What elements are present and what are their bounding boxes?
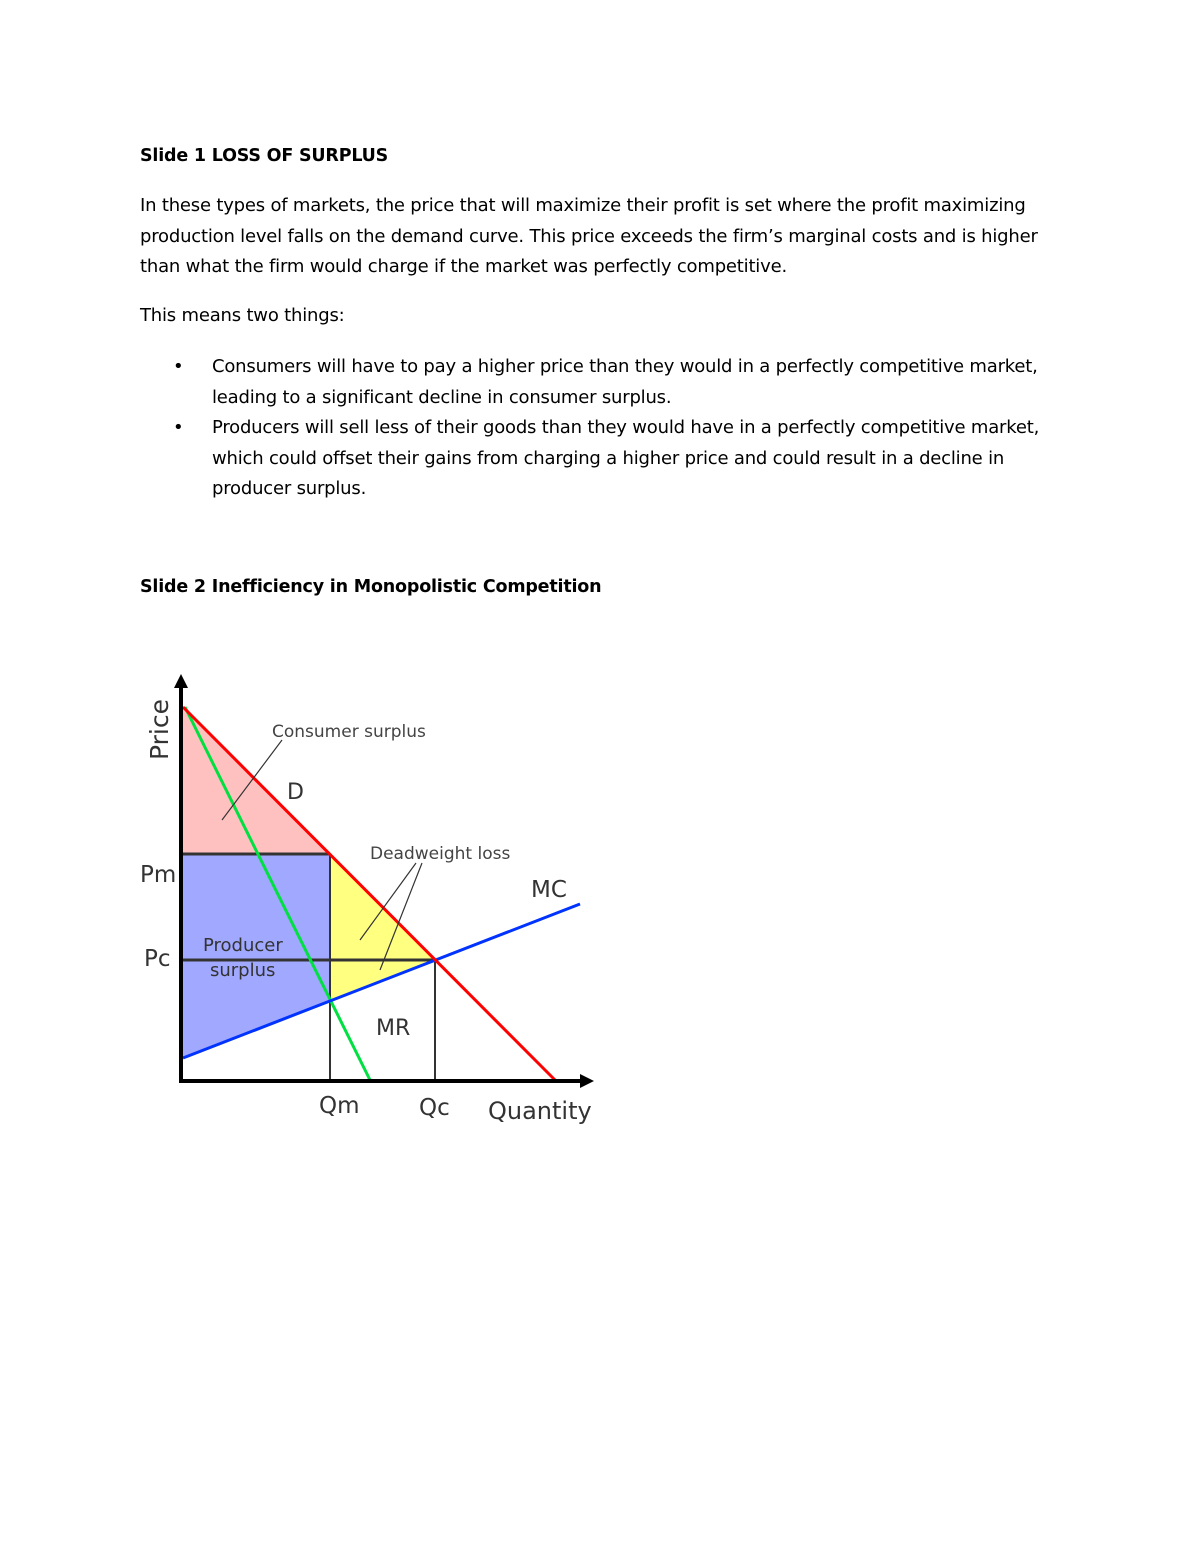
producer-surplus-label: Producer xyxy=(203,935,283,956)
producer-surplus-label: surplus xyxy=(210,960,276,981)
slide1-title: Slide 1 LOSS OF SURPLUS xyxy=(140,146,389,166)
bullet-text: Consumers will have to pay a higher price than they would in a perfectly competitive market, leading to a significant decline in consumer surplus. xyxy=(212,356,1038,408)
slide1-paragraph: In these types of markets, the price that will maximize their profit is set where the profit maximizing production level falls on the demand curve. This price exceeds the firm’s marginal costs and is higher than what the firm would charge if the market was perfectly competitive. xyxy=(140,195,1038,277)
y-axis-arrow-icon xyxy=(174,674,188,688)
x-axis-label: Quantity xyxy=(488,1097,592,1125)
y-axis-label: Price xyxy=(145,699,174,760)
deadweight-loss-label: Deadweight loss xyxy=(370,844,511,864)
list-item xyxy=(140,413,1060,505)
marginal-revenue-label: MR xyxy=(376,1016,411,1041)
demand-label: D xyxy=(287,780,304,805)
deadweight-loss-region xyxy=(330,854,435,1000)
x-axis-arrow-icon xyxy=(580,1074,594,1088)
slide1-lead: This means two things: xyxy=(140,305,345,326)
marginal-cost-label: MC xyxy=(531,877,567,903)
pc-tick-label: Pc xyxy=(144,946,171,972)
qm-tick-label: Qm xyxy=(319,1093,360,1119)
monopolistic-competition-diagram xyxy=(130,660,610,1140)
bullet-icon: • xyxy=(173,356,184,377)
bullet-icon: • xyxy=(173,417,184,438)
consumer-surplus-label: Consumer surplus xyxy=(272,722,426,742)
slide1-bullet-list xyxy=(140,352,1060,505)
bullet-text: Producers will sell less of their goods than they would have in a perfectly competitive market, which could offset their gains from charging a higher price and could result in a decline in producer surplus. xyxy=(212,417,1040,499)
list-item xyxy=(140,352,1060,413)
pm-tick-label: Pm xyxy=(140,862,177,888)
slide2-title: Slide 2 Inefficiency in Monopolistic Competition xyxy=(140,577,602,597)
qc-tick-label: Qc xyxy=(419,1095,450,1121)
